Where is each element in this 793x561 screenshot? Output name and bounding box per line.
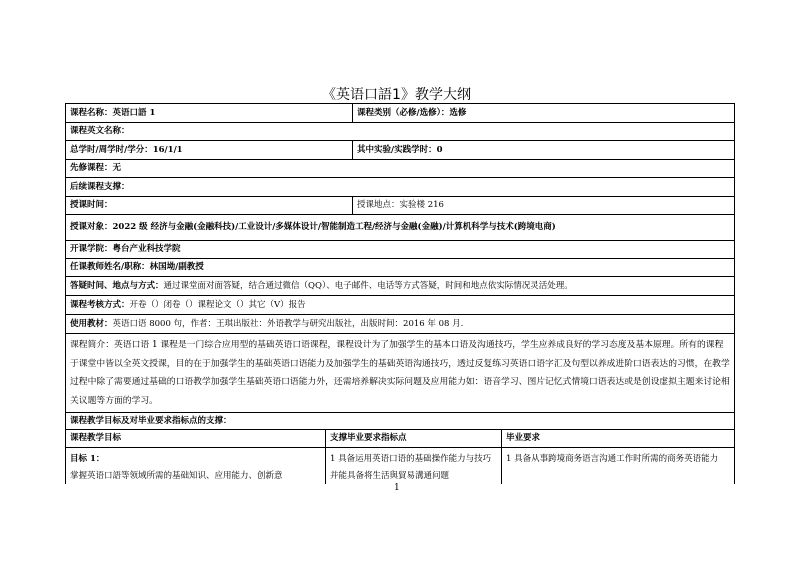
- row-exam: [66, 296, 734, 315]
- value: 选修: [449, 107, 467, 118]
- label: 授课时间：: [66, 197, 353, 214]
- document-title: 《英语口語1》教学大纲: [322, 87, 471, 103]
- row-follow-up: [66, 178, 734, 197]
- row-textbook: [66, 315, 734, 334]
- label: 课程教学目标及对毕业要求指标点的支撑：: [70, 415, 232, 426]
- row-college: [66, 241, 734, 259]
- row-hours: [66, 141, 734, 160]
- header-point: 支撑毕业要求指标点: [326, 430, 502, 447]
- goal-row: [66, 448, 734, 484]
- label: 课程考核方式：: [70, 299, 130, 310]
- row-audience: [66, 215, 734, 241]
- label: 授课对象：: [70, 222, 113, 233]
- value: 2022 级 经济与金融(金融科技)/工业设计/多媒体设计/智能制造工程/经济与金融(金融)/计算机科学与技术(跨境电商): [112, 222, 556, 233]
- label: 使用教材：: [70, 318, 113, 329]
- label: 总学时/周学时/学分：: [70, 144, 153, 155]
- header-goal: 课程教学目标: [66, 430, 326, 447]
- value: 0: [436, 144, 443, 155]
- label: 课程名称：: [70, 107, 113, 118]
- value: 粤台产业科技学院: [112, 244, 181, 255]
- value: 16/1/1: [152, 144, 183, 155]
- goal-text: 掌握英语口語等领域所需的基础知识、应用能力、创新意: [70, 471, 283, 481]
- page-number: 1: [394, 483, 400, 493]
- goals-header: [66, 430, 734, 448]
- value: 开卷（）闭卷（）课程论文（）其它（V）报告: [129, 299, 306, 310]
- goal-title: 目标 1：: [70, 454, 105, 464]
- value: 英语口語 1: [112, 107, 156, 118]
- label: 课程类别（必修/选修）：: [357, 107, 450, 118]
- label: 课程英文名称：: [70, 126, 130, 137]
- place: 授课地点：实验楼 216: [357, 200, 444, 211]
- value: 无: [112, 163, 122, 174]
- label: 开课学院：: [70, 244, 113, 255]
- row-course-name: [66, 104, 734, 123]
- row-intro: [66, 334, 734, 413]
- label: 先修课程：: [70, 163, 113, 174]
- value: 通过课堂面对面答疑，结合通过微信（QQ）、电子邮件、电话等方式答疑，时间和地点依实际情况灵活处理。: [163, 280, 573, 291]
- goal-requirement: 1 具备从事跨境商务语言沟通工作时所需的商务英语能力: [506, 454, 719, 464]
- label: 任课教师姓名/职称：: [70, 262, 150, 273]
- goal-point: 1 具备运用英语口语的基础操作能力与技巧并能具备将生活與貿易溝通问题: [326, 448, 502, 484]
- header-requirement: 毕业要求: [506, 433, 541, 444]
- row-prerequisite: [66, 160, 734, 178]
- label: 答疑时间、地点与方式：: [70, 280, 164, 291]
- row-support: [66, 413, 734, 430]
- value: 林国坳/副教授: [149, 262, 204, 273]
- syllabus-table: [65, 103, 735, 484]
- label: 后续课程支撑：: [70, 181, 130, 192]
- course-intro: 课程简介：英语口语 1 课程是一门综合应用型的基础英语口语课程，课程设计为了加强学生的基本口语及沟通技巧，学生应养成良好的学习态度及基本原理。所有的课程于课堂中皆以全英文授课，目的在于加强学生的基础英语口语能力及加强学生的基础英语沟通技巧，透过反复练习英语口语字汇及句型以养成进阶口语表达的习惯，在教学过程中除了需要通过基础的口语教学加强学生基础英语口语能力外，还需培养解决实际问题及应用能力如：语音学习、图片记忆式情境口语表达或是创设虚拟主题来讨论相关议题等方面的学习。: [70, 340, 730, 406]
- row-time-place: [66, 197, 734, 215]
- row-teacher: [66, 259, 734, 277]
- value: 英语口语 8000 句，作者：王琪出版社：外语教学与研究出版社，出版时间：2016 年 08 月.: [112, 318, 464, 329]
- row-english-name: [66, 123, 734, 141]
- label: 其中实验/实践学时：: [357, 144, 437, 155]
- row-qa: [66, 277, 734, 296]
